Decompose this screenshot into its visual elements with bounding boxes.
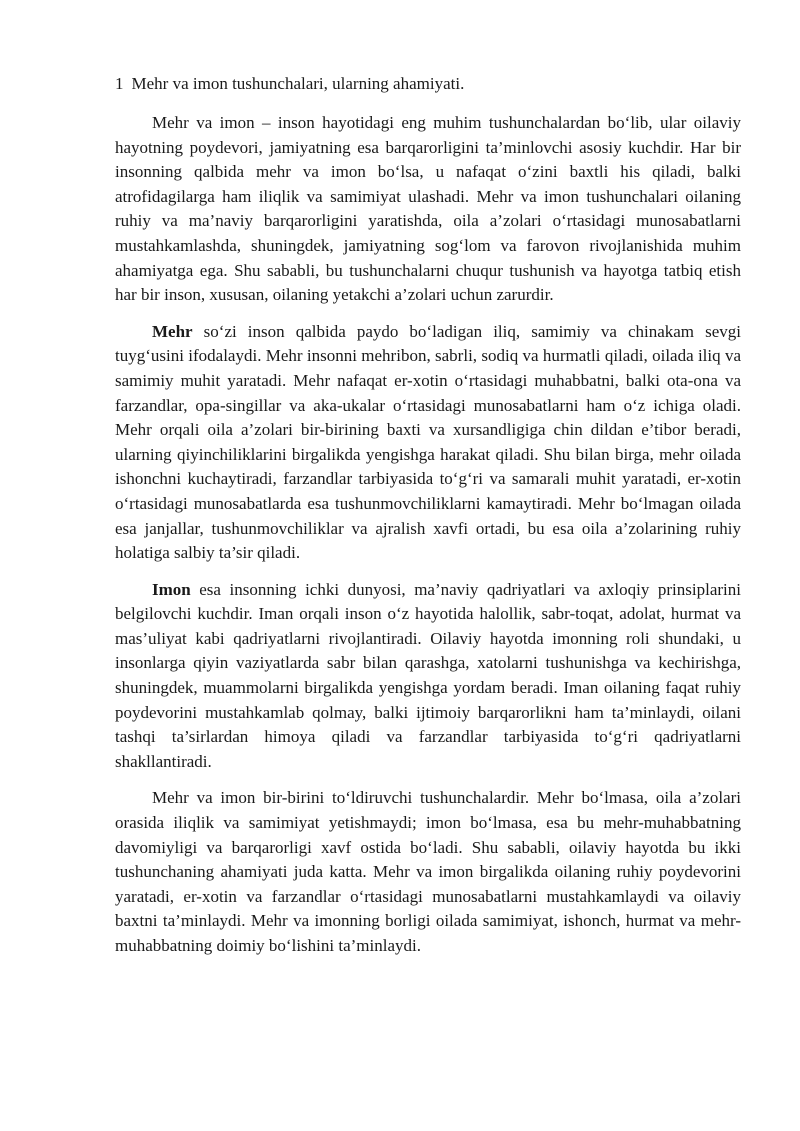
paragraph-conclusion	[115, 786, 741, 958]
paragraph-lead: Mehr	[152, 321, 193, 341]
paragraph-text: Mehr va imon bir-birini to‘ldiruvchi tushunchalardir. Mehr bo‘lmasa, oila a’zolari orasida iliqlik va samimiyat yetishmaydi; imon bo‘lmasa, esa bu mehr-muhabbatning davomiyligi va barqarorligi xavf ostida bo‘ladi. Shu sababli, oilaviy hayotda bu ikki tushunchaning ahamiyati juda katta. Mehr va imon birgalikda oilaning ruhiy poydevorini yaratadi, er-xotin va farzandlar o‘rtasidagi munosabatlarni mustahkamlaydi va oilaviy baxtni ta’minlaydi. Mehr va imonning borligi oilada samimiyat, ishonch, hurmat va mehr-muhabbatning doimiy bo‘lishini ta’minlaydi.	[115, 788, 741, 955]
section-title: Mehr va imon tushunchalari, ularning ahamiyati.	[131, 74, 465, 93]
paragraph-text: esa insonning ichki dunyosi, ma’naviy qadriyatlari va axloqiy prinsiplarini belgilovchi kuchdir. Iman orqali inson o‘z hayotida halollik, sabr-toqat, adolat, hurmat va mas’uliyat kabi qadriyatlarni rivojlantiradi. Oilaviy hayotda imonning roli shundaki, u insonlarga qiyin vaziyatlarda sabr bilan qarashga, xatolarni tushunishga va kechirishga, shuningdek, muammolarni birgalikda yengishga yordam beradi. Iman oilaning faqat ruhiy poydevorini mustahkamlab qolmay, balki ijtimoiy barqarorlikni ham ta’minlaydi, oilani tashqi ta’sirlardan himoya qiladi va farzandlar tarbiyasida to‘g‘ri qadriyatlarni shakllantiradi.	[115, 579, 741, 771]
paragraph-text: so‘zi inson qalbida paydo bo‘ladigan iliq, samimiy va chinakam sevgi tuyg‘usini ifodalaydi. Mehr insonni mehribon, sabrli, sodiq va hurmatli qiladi, oilada iliq va samimiy muhit yaratadi. Mehr nafaqat er-xotin o‘rtasidagi muhabbatni, balki ota-ona va farzandlar, opa-singillar va aka-ukalar o‘rtasidagi munosabatlarni ham o‘z ichiga oladi. Mehr orqali oila a’zolari bir-birining baxti va xursandligiga chin dildan e’tibor beradi, ularning qiyinchiliklarini birgalikda yengishga harakat qiladi. Shu bilan birga, mehr oilada ishonchni kuchaytiradi, farzandlar tarbiyasida to‘g‘ri va samarali muhit yaratadi, er-xotin o‘rtasidagi munosabatlarda esa tushunmovchiliklarni kamaytiradi. Mehr bo‘lmagan oilada esa janjallar, tushunmovchiliklar va ajralish xavfi ortadi, bu esa oila a’zolarining ruhiy holatiga salbiy ta’sir qiladi.	[115, 321, 741, 563]
paragraph-intro	[115, 111, 741, 308]
paragraph-mehr	[115, 320, 741, 566]
paragraph-text: Mehr va imon – inson hayotidagi eng muhim tushunchalardan bo‘lib, ular oilaviy hayotning poydevori, jamiyatning esa barqarorligini ta’minlovchi asosiy kuchdir. Har bir insonning qalbida mehr va imon bo‘lsa, u nafaqat o‘zini baxtli his qiladi, balki atrofidagilarga ham iliqlik va samimiyat ulashadi. Mehr va imon tushunchalari oilaning ruhiy va ma’naviy barqarorligini yaratishda, oila a’zolari o‘rtasidagi munosabatlarni mustahkamlashda, shuningdek, jamiyatning sog‘lom va farovon rivojlanishida muhim ahamiyatga ega. Shu sababli, bu tushunchalarni chuqur tushunish va hayotga tatbiq etish har bir inson, xususan, oilaning yetakchi a’zolari uchun zarurdir.	[115, 113, 741, 305]
section-heading	[115, 72, 741, 96]
section-number: 1	[115, 74, 124, 93]
paragraph-imon	[115, 578, 741, 775]
document-page	[115, 72, 741, 971]
paragraph-lead: Imon	[152, 579, 191, 599]
